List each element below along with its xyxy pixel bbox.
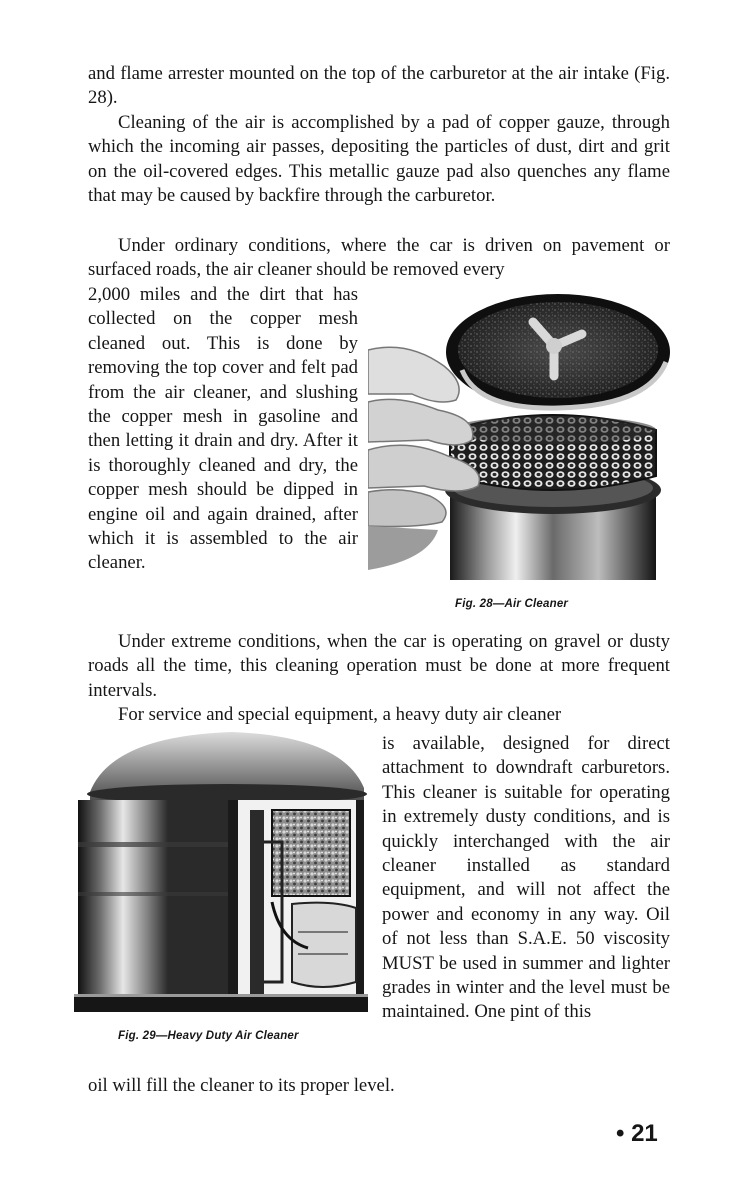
paragraph-ordinary-conditions-start: Under ordinary conditions, where the car is driven on pavement or surfaced roads, the air cleaner should be removed every xyxy=(88,235,670,281)
paragraph-heavy-duty-cont: is available, designed for direct attachment to downdraft carburetors. This cleaner is suitable for operating in extremely dusty conditions, and is quickly interchanged with the air cleaner installed as standard equipment, and will not affect the power and economy in any way. Oil of not less than S.A.E. 50 viscosity MUST be used in summer and lighter grades in winter and the level must be maintained. One pint of this xyxy=(382,733,670,1023)
page-number: • 21 xyxy=(616,1120,658,1147)
fig-29-caption: Fig. 29—Heavy Duty Air Cleaner xyxy=(118,1030,299,1042)
paragraph-flame-arrester: and flame arrester mounted on the top of the carburetor at the air intake (Fig. 28). xyxy=(88,63,670,109)
fig-28-caption: Fig. 28—Air Cleaner xyxy=(455,598,569,610)
paragraph-ordinary-conditions-cont: 2,000 miles and the dirt that has collected on the copper mesh cleaned out. This is done by removing the top cover and felt pad from the air cleaner, and slushing the copper mesh in gasoline and then letting it drain and dry. After it is thoroughly cleaned and dry, the copper mesh should be dipped in engine oil and again drained, after which it is assembled to the air cleaner. xyxy=(88,284,358,574)
fig-28-air-cleaner-image xyxy=(368,290,670,580)
fig-29-heavy-duty-air-cleaner-image xyxy=(72,732,374,1022)
paragraph-cleaning-copper-gauze: Cleaning of the air is accomplished by a pad of copper gauze, through which the incoming air passes, depositing the particles of dust, dirt and grit on the oil-covered edges. This metallic gauze pad also quenches any flame that may be caused by backfire through the carburetor. xyxy=(88,112,670,207)
paragraph-extreme-conditions: Under extreme conditions, when the car is operating on gravel or dusty roads all the time, this cleaning operation must be done at more frequent intervals. xyxy=(88,631,670,701)
paragraph-heavy-duty-start: For service and special equipment, a heavy duty air cleaner xyxy=(118,704,562,725)
paragraph-heavy-duty-end: oil will fill the cleaner to its proper level. xyxy=(88,1075,395,1096)
